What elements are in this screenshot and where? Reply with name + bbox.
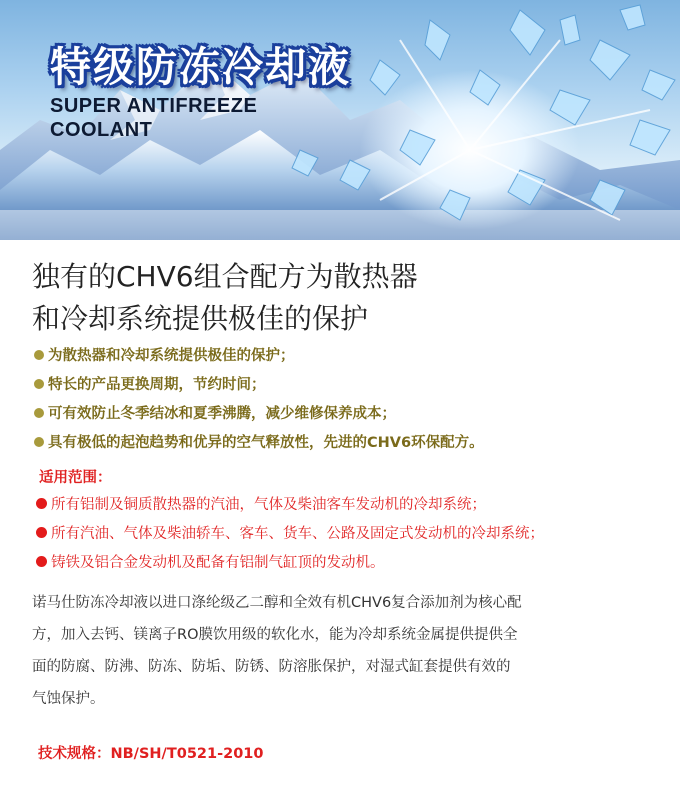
description-line-4: 气蚀保护。 — [32, 691, 105, 707]
feature-item — [34, 375, 484, 404]
headline — [32, 256, 418, 340]
scope-text: 铸铁及铝合金发动机及配备有铝制气缸顶的发动机。 — [51, 555, 385, 571]
bullet-dot-icon — [34, 437, 44, 447]
bullet-dot-icon — [34, 408, 44, 418]
feature-item — [34, 346, 484, 375]
red-bullet-icon — [36, 527, 47, 538]
red-bullet-icon — [36, 556, 47, 567]
technical-spec: 技术规格：NB/SH/T0521-2010 — [38, 746, 264, 762]
title-en-line-1: SUPER ANTIFREEZE — [50, 95, 258, 117]
headline-line-2: 和冷却系统提供极佳的保护 — [32, 302, 369, 335]
scope-item — [36, 553, 544, 582]
product-description — [32, 591, 662, 719]
feature-text: 可有效防止冬季结冰和夏季沸腾，减少维修保养成本； — [48, 406, 396, 422]
feature-text: 特长的产品更换周期，节约时间； — [48, 377, 266, 393]
product-title-english — [50, 94, 257, 142]
feature-item — [34, 404, 484, 433]
description-line-1: 诺马仕防冻冷却液以进口涤纶级乙二醇和全效有机CHV6复合添加剂为核心配 — [32, 595, 522, 611]
scope-text: 所有汽油、气体及柴油轿车、客车、货车、公路及固定式发动机的冷却系统； — [51, 526, 544, 542]
title-en-line-2: COOLANT — [50, 119, 153, 141]
description-line-3: 面的防腐、防沸、防冻、防垢、防锈、防溶胀保护，对湿式缸套提供有效的 — [32, 659, 511, 675]
headline-line-1: 独有的CHV6组合配方为散热器 — [32, 260, 418, 293]
scope-item — [36, 524, 544, 553]
bullet-dot-icon — [34, 350, 44, 360]
scope-heading: 适用范围： — [39, 470, 112, 486]
scope-list — [36, 495, 544, 582]
hero-banner — [0, 0, 680, 240]
bullet-dot-icon — [34, 379, 44, 389]
red-bullet-icon — [36, 498, 47, 509]
feature-text: 具有极低的起泡趋势和优异的空气释放性，先进的CHV6环保配方。 — [48, 435, 484, 451]
product-title-chinese: 特级防冻冷却液 — [50, 43, 351, 91]
description-line-2: 方，加入去钙、镁离子RO膜饮用级的软化水，能为冷却系统金属提供提供全 — [32, 627, 518, 643]
scope-item — [36, 495, 544, 524]
feature-list — [34, 346, 484, 462]
feature-item — [34, 433, 484, 462]
scope-text: 所有铝制及铜质散热器的汽油，气体及柴油客车发动机的冷却系统； — [51, 497, 486, 513]
feature-text: 为散热器和冷却系统提供极佳的保护； — [48, 348, 295, 364]
